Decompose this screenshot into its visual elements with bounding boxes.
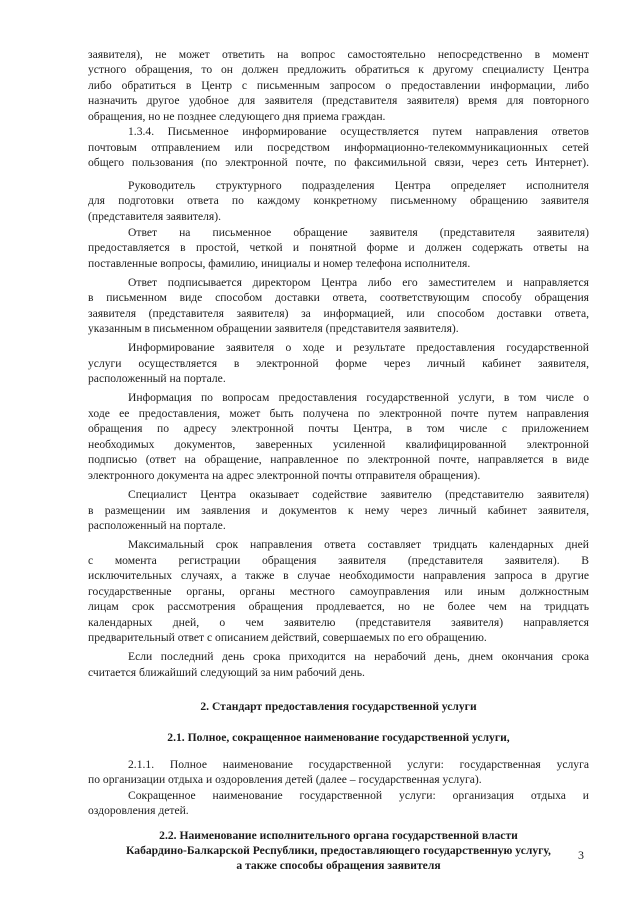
- text-line: Информирование заявителя о ходе и результате предоставления государственной: [128, 341, 589, 354]
- text-line: общего пользования (по электронной почте, по факсимильной связи, через сеть Интернет).: [88, 156, 589, 169]
- text-line: расположенный на портале.: [88, 372, 226, 385]
- text-line: необходимых документов, заверенных усиленной квалифицированной электронной: [88, 438, 589, 451]
- subsection-heading: 2.1. Полное, сокращенное наименование государственной услуги,: [167, 731, 510, 744]
- text-line: Ответ подписывается директором Центра либо его заместителем и направляется: [128, 276, 589, 289]
- text-line: календарных дней, о чем заявителю (представителя заявителя) направляется: [88, 616, 589, 629]
- text-line: оздоровления детей.: [88, 804, 189, 817]
- text-line: считается ближайший следующий за ним рабочий день.: [88, 666, 365, 679]
- text-line: ходе ее предоставления, может быть получена по электронной почте путем направления: [88, 407, 589, 420]
- text-line: исключительных случаях, а также в случае необходимости направления запроса в другие: [88, 569, 589, 582]
- text-line: Максимальный срок направления ответа составляет тридцать календарных дней: [128, 538, 589, 551]
- text-line: (представителя заявителя).: [88, 210, 221, 223]
- section-heading: 2. Стандарт предоставления государственной услуги: [200, 700, 477, 713]
- text-line: подписью (ответ на обращение, направленное по электронной почте, направляется в виде: [88, 453, 589, 466]
- subsection-heading: а также способы обращения заявителя: [236, 859, 441, 872]
- text-line: в письменном виде способом доставки ответа, соответствующим способу обращения: [88, 291, 589, 304]
- text-line: Специалист Центра оказывает содействие заявителю (представителю заявителя): [128, 488, 589, 501]
- text-line: услуги осуществляется в электронной форме через личный кабинет заявителя,: [88, 357, 589, 370]
- text-line: поставленные вопросы, фамилию, инициалы и номер телефона исполнителя.: [88, 257, 471, 270]
- text-line: для подготовки ответа по каждому конкретному письменному обращению заявителя: [88, 194, 589, 207]
- text-line: 1.3.4. Письменное информирование осуществляется путем направления ответов: [128, 125, 589, 138]
- text-line: заявителя (представителя заявителя) за информацией, или способом доставки ответа,: [88, 307, 589, 320]
- text-line: государственные органы, органы местного самоуправления или иным должностным: [88, 585, 589, 598]
- text-line: назначить другое удобное для заявителя (представителя заявителя) время для повторного: [88, 94, 589, 107]
- text-line: 2.1.1. Полное наименование государственной услуги: государственная услуга: [128, 758, 589, 771]
- text-line: устного обращения, то он должен предложить обратиться к другому специалисту Центра: [88, 63, 589, 76]
- text-line: лицам срок рассмотрения обращения продлевается, но не более чем на тридцать: [88, 600, 589, 613]
- text-line: заявителя), не может ответить на вопрос самостоятельно непосредственно в момент: [88, 48, 589, 61]
- text-line: обращения, но не позднее следующего дня приема граждан.: [88, 110, 386, 123]
- text-line: обращения по адресу электронной почты Центра, в том числе с приложением: [88, 422, 589, 435]
- text-line: Руководитель структурного подразделения Центра определяет исполнителя: [128, 179, 589, 192]
- text-line: почтовым отправлением или посредством информационно-телекоммуникационных сетей: [88, 141, 589, 154]
- text-line: Если последний день срока приходится на нерабочий день, днем окончания срока: [128, 650, 589, 663]
- text-line: либо обратиться в Центр с письменным запросом о предоставлении информации, либо: [88, 79, 589, 92]
- subsection-heading: 2.2. Наименование исполнительного органа государственной власти: [159, 829, 518, 842]
- text-line: Ответ на письменное обращение заявителя (представителя заявителя): [128, 226, 589, 239]
- text-line: предоставляется в простой, четкой и понятной форме и должен содержать ответы на: [88, 241, 589, 254]
- text-line: в размещении им заявления и документов к нему через личный кабинет заявителя,: [88, 504, 589, 517]
- text-line: по организации отдыха и оздоровления детей (далее – государственная услуга).: [88, 773, 482, 786]
- text-line: с момента регистрации обращения заявителя (представителя заявителя). В: [88, 554, 589, 567]
- text-line: Информация по вопросам предоставления государственной услуги, в том числе о: [128, 391, 589, 404]
- text-line: электронного документа на адрес электронной почты отправителя обращения).: [88, 469, 481, 482]
- text-line: предварительный ответ с описанием действий, совершаемых по его обращению.: [88, 631, 487, 644]
- text-line: Сокращенное наименование государственной услуги: организация отдыха и: [128, 789, 589, 802]
- text-line: указанным в письменном обращении заявителя (представителя заявителя).: [88, 322, 459, 335]
- subsection-heading: Кабардино-Балкарской Республики, предоставляющего государственную услугу,: [126, 844, 551, 857]
- text-line: расположенный на портале.: [88, 519, 226, 532]
- page-number: 3: [578, 848, 584, 862]
